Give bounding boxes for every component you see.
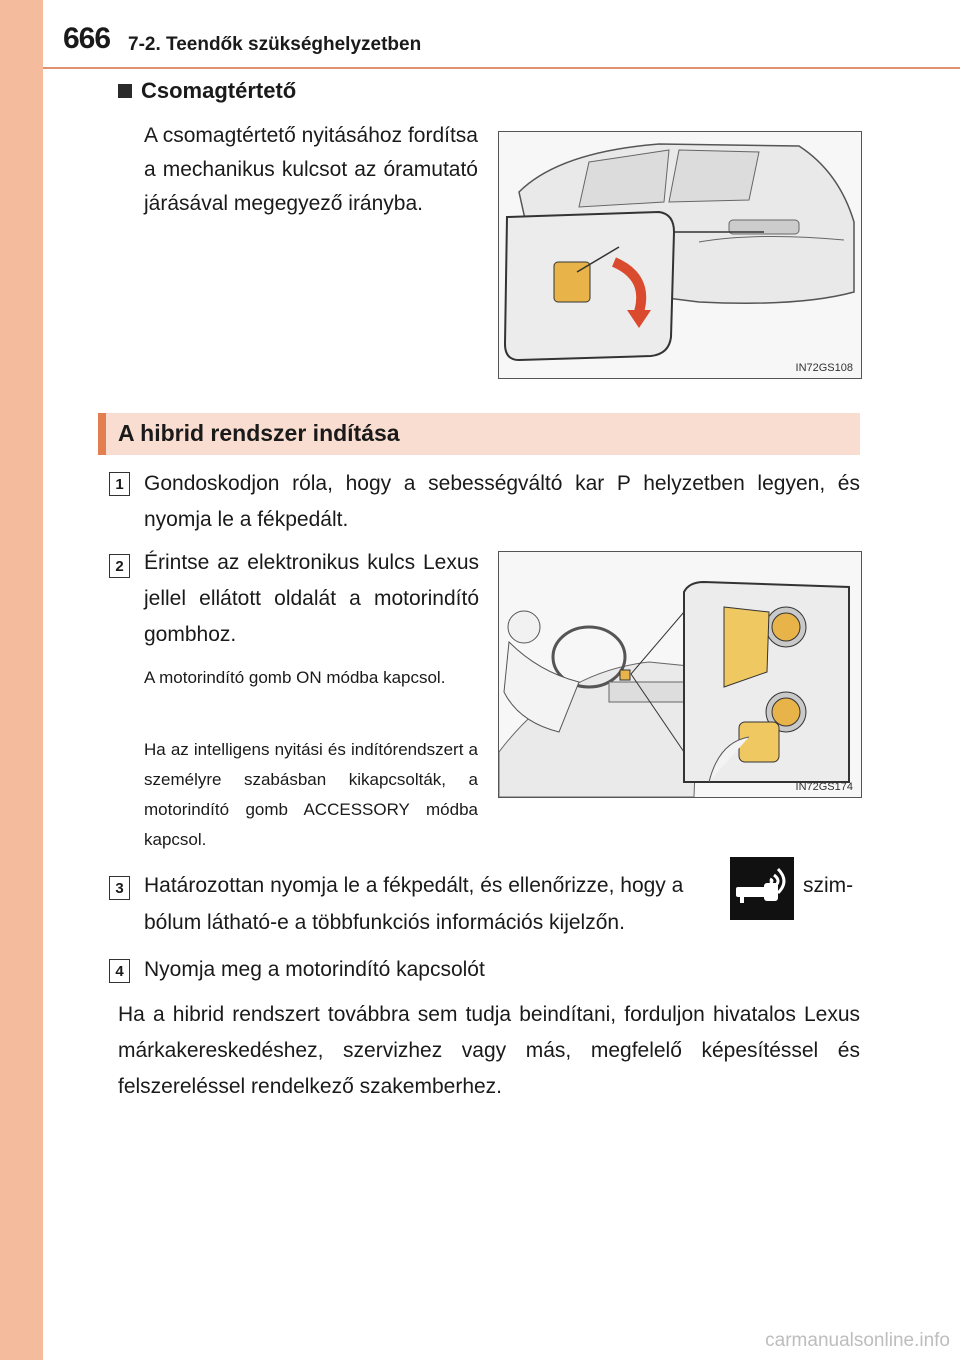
header-rule — [43, 67, 960, 69]
watermark: carmanualsonline.info — [765, 1330, 950, 1351]
car-trunk-illustration — [499, 132, 861, 378]
step-number-4: 4 — [109, 959, 130, 983]
step-3-text-line2: bólum látható-e a többfunkciós információs kijelzőn. — [144, 911, 625, 934]
interior-illustration — [499, 552, 861, 797]
page-header — [43, 0, 960, 68]
final-paragraph: Ha a hibrid rendszert továbbra sem tudja beindítani, forduljon hivatalos Lexus márkakereskedéshez, szervizhez vagy más, megfelelő képesítéssel és felszereléssel rendelkező szakemberhez. — [118, 1003, 860, 1098]
figure-code-2: IN72GS174 — [795, 781, 853, 793]
side-color-bar — [0, 0, 43, 1360]
section-banner — [98, 413, 860, 455]
step-number-1: 1 — [109, 472, 130, 496]
step-3-suffix: szim- — [803, 874, 854, 897]
step-2-text: Érintse az elektronikus kulcs Lexus jellel ellátott oldalát a motorindító gombhoz. — [144, 551, 479, 646]
square-bullet-icon — [118, 84, 132, 98]
step-3-text: Határozottan nyomja le a fékpedált, és ellenőrizze, hogy a — [144, 874, 684, 897]
trunk-heading — [118, 78, 296, 104]
trunk-key-illustration — [498, 131, 862, 379]
trunk-heading-text: Csomagtértető — [141, 78, 297, 103]
trunk-paragraph: A csomagtértető nyitásához fordítsa a mechanikus kulcsot az óramutató járásával megegyező irányba. — [144, 124, 478, 215]
note-accessory-mode: Ha az intelligens nyitási és indítórendszert a személyre szabásban kikapcsolták, a motorindító gomb ACCESSORY módba kapcsol. — [144, 740, 478, 849]
step-4-text: Nyomja meg a motorindító kapcsolót — [144, 958, 485, 981]
figure-code: IN72GS108 — [795, 362, 853, 374]
section-title: 7-2. Teendők szükséghelyzetben — [128, 34, 422, 55]
banner-title: A hibrid rendszer indítása — [118, 420, 400, 446]
step-1-text: Gondoskodjon róla, hogy a sebességváltó kar P helyzetben legyen, és nyomja le a fékpedált. — [144, 472, 860, 531]
page-number: 666 — [63, 22, 111, 55]
key-touch-illustration — [498, 551, 862, 798]
step-number-3: 3 — [109, 876, 130, 900]
note-on-mode: A motorindító gomb ON módba kapcsol. — [144, 668, 446, 687]
step-number-2: 2 — [109, 554, 130, 578]
